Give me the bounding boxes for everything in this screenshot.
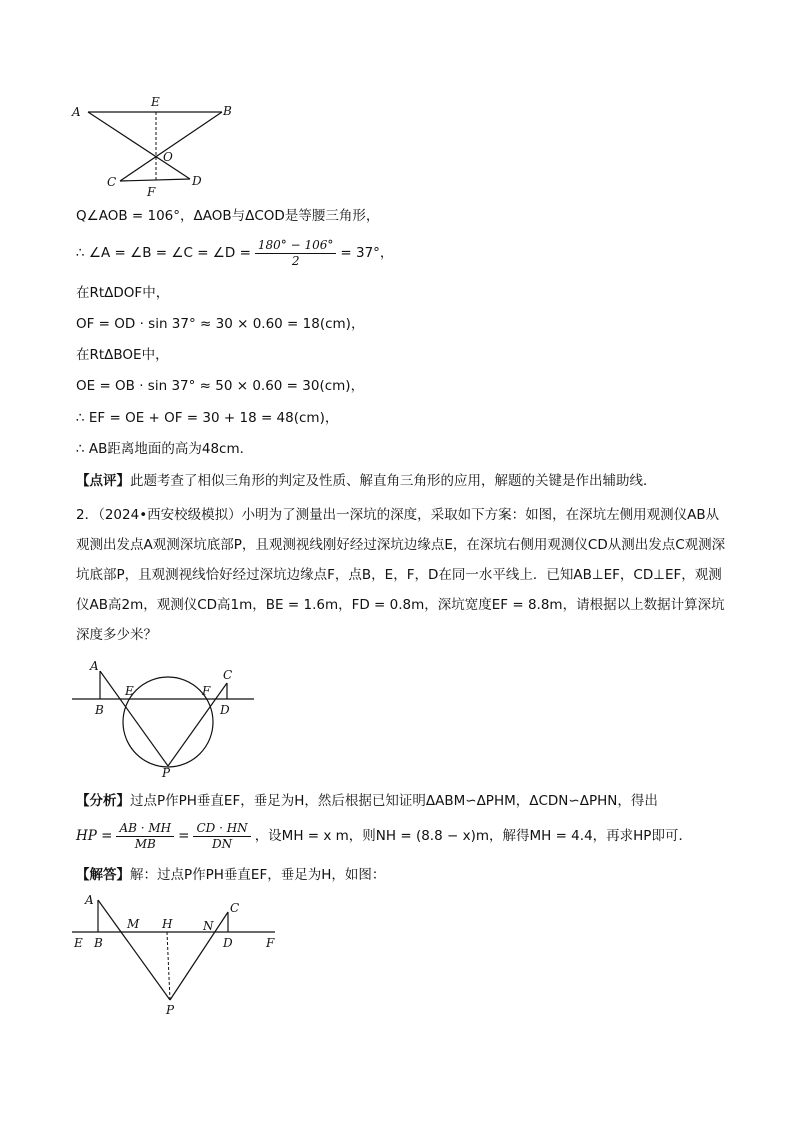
answer-text: 解：过点P作PH垂直EF，垂足为H，如图： (130, 867, 386, 883)
fraction-ab-mh (116, 821, 174, 852)
label-b3: B (94, 936, 103, 950)
solution1-line7: ∴ EF = OE + OF = 30 + 18 = 48(cm)， (76, 410, 339, 426)
solution1-line3: 在RtΔDOF中， (76, 285, 170, 301)
segment-ad (88, 112, 190, 179)
label-f3: F (266, 936, 275, 950)
answer-tag: 【解答】 (76, 867, 130, 883)
solution1-line2 (76, 236, 393, 270)
analysis-text2: ，设MH = x m，则NH = (8.8 − x)m，解得MH = 4.4，再求HP即可． (254, 828, 692, 844)
analysis-line1 (76, 792, 658, 810)
label-p2: P (162, 766, 171, 780)
solution1-line2-right: = 37°， (340, 245, 394, 261)
label-e2: E (125, 684, 134, 698)
segment-ph-dashed (167, 932, 170, 1000)
label-d3: D (223, 936, 233, 950)
solution1-line5: 在RtΔBOE中， (76, 347, 169, 363)
fraction-angle-denominator: 2 (291, 253, 300, 268)
analysis-text1: 过点P作PH垂直EF，垂足为H，然后根据已知证明ΔABM∽ΔPHM，ΔCDN∽ΔPHN，得出 (130, 793, 658, 809)
figure-triangles-aob-cod (70, 95, 270, 199)
label-f: F (147, 185, 156, 199)
label-n3: N (203, 919, 214, 933)
answer-line (76, 866, 385, 884)
fraction-ab-mh-numerator: AB · MH (116, 821, 174, 837)
fraction-ab-mh-denominator: MB (134, 836, 156, 851)
fraction-angle (255, 238, 337, 269)
solution1-line8: ∴ AB距离地面的高为48cm． (76, 441, 254, 457)
label-m3: M (127, 917, 140, 931)
fraction-cd-hn (193, 821, 250, 852)
label-d: D (192, 174, 202, 188)
figure-auxiliary-diagram (70, 890, 290, 1020)
solution1-line1: Q∠AOB = 106°，ΔAOB与ΔCOD是等腰三角形， (76, 208, 380, 224)
fraction-cd-hn-denominator: DN (212, 836, 233, 851)
label-d2: D (220, 703, 230, 717)
label-e: E (151, 95, 160, 109)
comment-tag: 【点评】 (76, 473, 130, 489)
label-c3: C (230, 901, 240, 915)
analysis-line2 (76, 819, 692, 853)
label-c: C (107, 175, 117, 189)
fraction-angle-numerator: 180° − 106° (255, 238, 337, 254)
figure-pit-diagram (70, 655, 270, 780)
label-a3: A (85, 893, 94, 907)
label-a: A (72, 105, 81, 119)
label-o: O (163, 150, 173, 164)
label-b2: B (95, 703, 104, 717)
fraction-cd-hn-numerator: CD · HN (193, 821, 250, 837)
segment-cd (120, 179, 190, 181)
label-e3: E (74, 936, 83, 950)
segment-bc (120, 112, 222, 181)
sight-line-cp (168, 683, 227, 766)
analysis-tag: 【分析】 (76, 793, 130, 809)
label-h3: H (162, 917, 173, 931)
problem2-text: 2．（2024•西安校级模拟）小明为了测量出一深坑的深度，采取如下方案：如图，在深坑左侧用观测仪AB从观测出发点A观测深坑底部P，且观测视线刚好经过深坑边缘点E，在深坑右侧用观测仪CD从测出发点C观测深坑底部P，且观测视线恰好经过深坑边缘点F，点B，E，F，D在同一水平线上．已知AB⊥EF，CD⊥EF，观测仪AB高2m，观测仪CD高1m，BE = 1.6m，FD = 0.8m，深坑宽度EF = 8.8m，请根据以上数据计算深坑深度多少米？ (76, 507, 726, 643)
label-a2: A (90, 659, 99, 673)
analysis-hp: HP = (76, 828, 113, 844)
label-f2: F (202, 684, 211, 698)
solution1-line2-left: ∴ ∠A = ∠B = ∠C = ∠D = (76, 245, 251, 261)
sight-line-cp3 (170, 912, 228, 1000)
comment-text: 此题考查了相似三角形的判定及性质、解直角三角形的应用，解题的关键是作出辅助线． (130, 473, 657, 489)
label-c2: C (223, 668, 233, 682)
label-p3: P (166, 1003, 175, 1017)
sight-line-ap3 (98, 900, 170, 1000)
label-b: B (223, 104, 232, 118)
comment-block (76, 472, 657, 490)
solution1-line6: OE = OB · sin 37° ≈ 50 × 0.60 = 30(cm)， (76, 378, 365, 394)
solution1-line4: OF = OD · sin 37° ≈ 30 × 0.60 = 18(cm)， (76, 316, 365, 332)
analysis-equals: = (178, 828, 190, 844)
